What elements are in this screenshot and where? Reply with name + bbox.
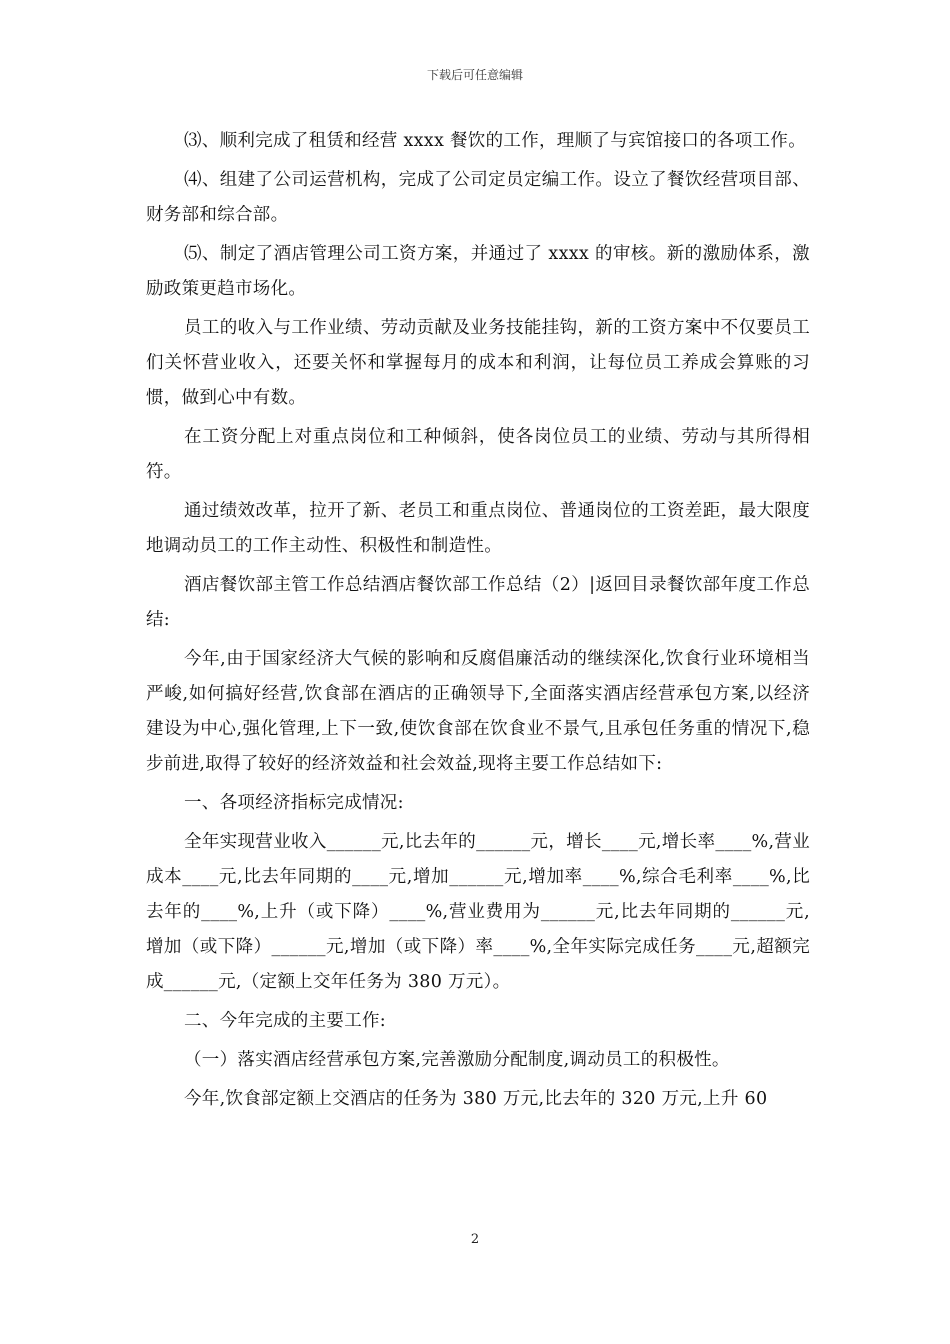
paragraph-economic-figures: 全年实现营业收入______元,比去年的______元，增长____元,增长率____%,营业成本____元,比去年同期的____元,增加______元,增加率____%,综合毛利率____%,比去年的____%,上升（或下降）____%,营业费用为______元,比去年同期的______元,增加（或下降）______元,增加（或下降）率____%,全年实际完成任务____元,超额完成______元,（定额上交年任务为 380 万元）。 xyxy=(146,832,810,992)
paragraph-item-3: ⑶、顺利完成了租赁和经营 xxxx 餐饮的工作，理顺了与宾馆接口的各项工作。 xyxy=(184,131,807,151)
paragraph-intro: 今年,由于国家经济大气候的影响和反腐倡廉活动的继续深化,饮食行业环境相当严峻,如何搞好经营,饮食部在酒店的正确领导下,全面落实酒店经营承包方案,以经济建设为中心,强化管理,上下一致,使饮食部在饮食业不景气,且承包任务重的情况下,稳步前进,取得了较好的经济效益和社会效益,现将主要工作总结如下: xyxy=(146,649,810,774)
paragraph-item-4: ⑷、组建了公司运营机构，完成了公司定员定编工作。设立了餐饮经营项目部、财务部和综合部。 xyxy=(146,170,810,225)
page-number: 2 xyxy=(470,1232,480,1247)
heading-main-work: 二、今年完成的主要工作: xyxy=(184,1011,386,1031)
heading-economic-indicators: 一、各项经济指标完成情况: xyxy=(184,793,404,813)
page-header: 下载后可任意编辑 xyxy=(426,68,523,82)
paragraph-section-title: 酒店餐饮部主管工作总结酒店餐饮部工作总结（2）|返回目录餐饮部年度工作总结: xyxy=(146,575,810,630)
paragraph-salary-distribution: 在工资分配上对重点岗位和工种倾斜，使各岗位员工的业绩、劳动与其所得相符。 xyxy=(146,427,810,482)
subheading-contract-implementation: （一）落实酒店经营承包方案,完善激励分配制度,调动员工的积极性。 xyxy=(184,1050,730,1070)
paragraph-quota: 今年,饮食部定额上交酒店的任务为 380 万元,比去年的 320 万元,上升 60 xyxy=(184,1089,768,1109)
document-body xyxy=(146,124,810,1121)
paragraph-performance-reform: 通过绩效改革，拉开了新、老员工和重点岗位、普通岗位的工资差距，最大限度地调动员工的工作主动性、积极性和制造性。 xyxy=(146,501,810,556)
paragraph-salary-link: 员工的收入与工作业绩、劳动贡献及业务技能挂钩，新的工资方案中不仅要员工们关怀营业收入，还要关怀和掌握每月的成本和利润，让每位员工养成会算账的习惯，做到心中有数。 xyxy=(146,318,810,408)
paragraph-item-5: ⑸、制定了酒店管理公司工资方案，并通过了 xxxx 的审核。新的激励体系，激励政策更趋市场化。 xyxy=(146,244,810,299)
